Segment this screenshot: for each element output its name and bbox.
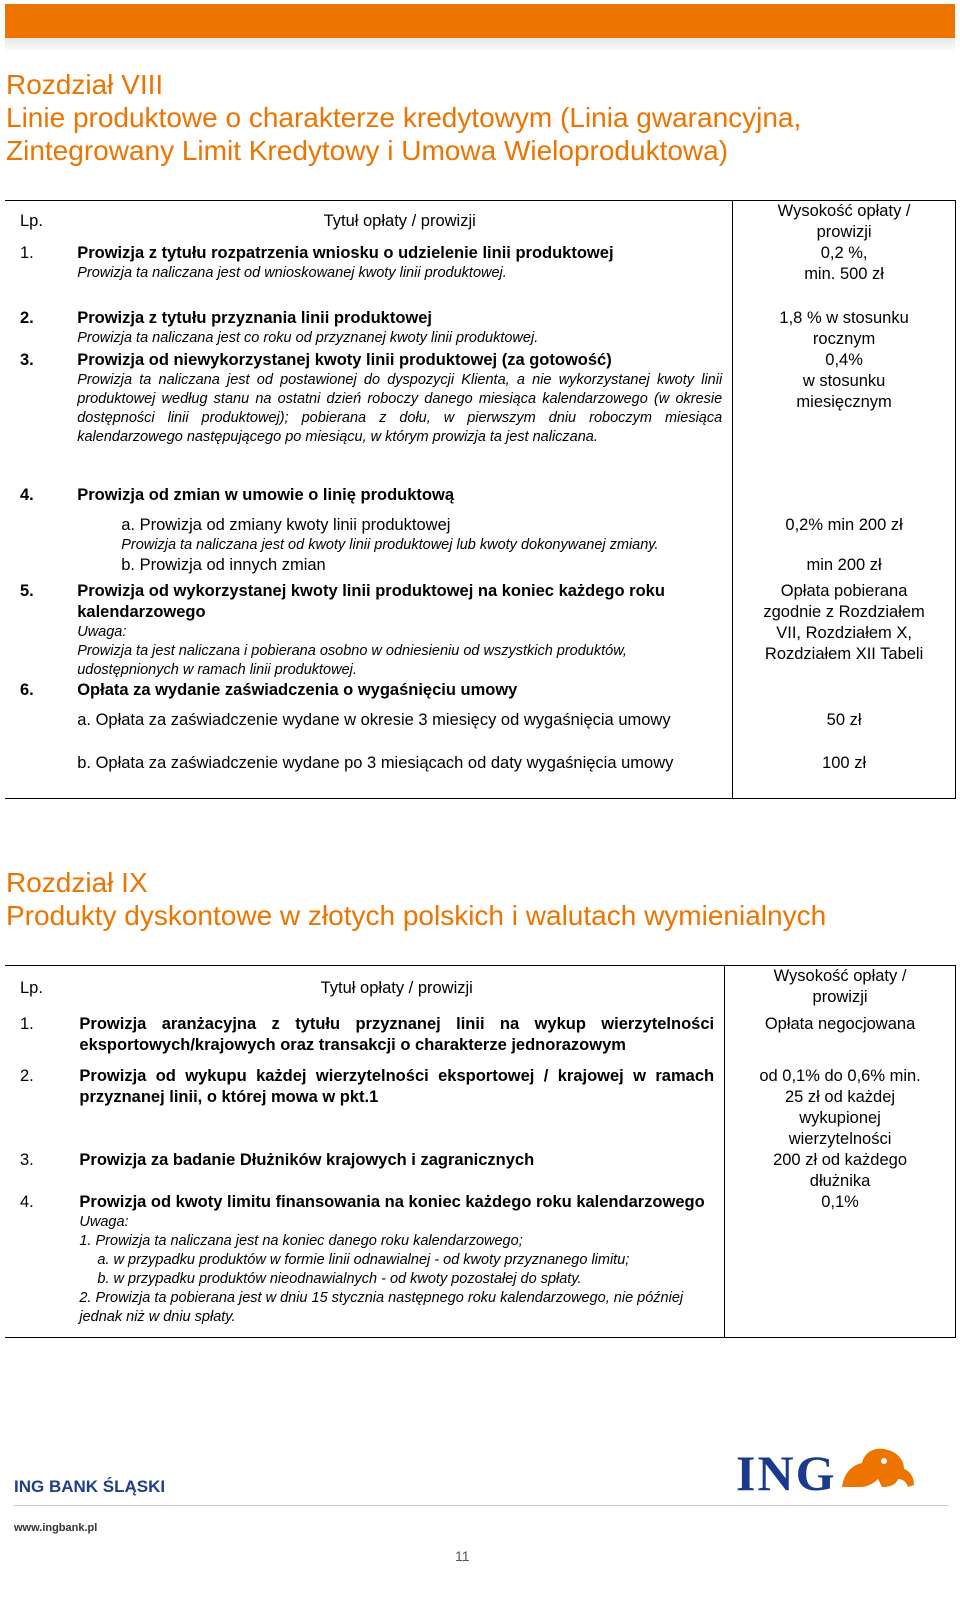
chapter-8-subtitle-1: Linie produktowe o charakterze kredytowym (Linia gwarancyjna, [6,102,802,133]
row-lp: 5. [20,582,34,600]
row-amount [733,350,956,475]
subrow-a-title: a. Opłata za zaświadczenie wydane w okresie 3 miesięcy od wygaśnięcia umowy [77,711,671,729]
subrow-b-amount: 100 zł [733,753,956,799]
subrow-a-amount: 0,2% min 200 zł [733,515,956,555]
ing-logo-text: ING [736,1445,837,1501]
table-row [5,475,956,515]
subrow-a-title: a. Prowizja od zmiany kwoty linii produktowej [121,516,451,534]
row-title: Prowizja od niewykorzystanej kwoty linii produktowej (za gotowość) [77,351,612,369]
table-row [5,680,956,710]
row-amount-line2: w stosunku [802,372,886,390]
row-title: Prowizja od kwoty limitu finansowania na koniec każdego roku kalendarzowego [79,1193,705,1211]
row-lp: 2. [20,1067,34,1085]
row-amount [725,1150,956,1192]
row-note-1b: b. w przypadku produktów nieodnawialnych - od kwoty pozostałej do spłaty. [97,1271,582,1287]
top-gradient-strip [5,38,955,50]
row-amount-line1: 0,2 %, [820,244,868,262]
table-row [5,581,956,680]
row-lp-empty [5,710,77,753]
page-number: 11 [455,1548,470,1564]
row-title: Prowizja od zmian w umowie o linię produktową [77,486,455,504]
subrow-a-amount: 50 zł [733,710,956,753]
chapter-9-fee-table [5,965,956,1338]
col-amount-header-line2: prowizji [812,988,868,1006]
row-title-cell [77,350,732,475]
table-row [5,1192,956,1338]
row-amount [725,1066,956,1150]
row-title: Opłata za wydanie zaświadczenia o wygaśnięciu umowy [77,681,518,699]
row-lp: 3. [20,351,34,369]
row-title-cell [79,1192,724,1338]
table-row [5,308,956,350]
row-lp-empty [5,753,77,799]
row-note: Prowizja ta jest naliczana i pobierana osobno w odniesieniu od wszystkich produktów, udostępnionych w ramach linii produktowej. [77,643,627,678]
row-lp: 3. [20,1151,34,1169]
col-amount-header-line2: prowizji [816,223,872,241]
row-amount-empty [733,475,956,515]
row-amount-line2: min. 500 zł [804,265,884,283]
subrow-a-cell [77,515,732,555]
row-title: Prowizja z tytułu przyznania linii produktowej [77,309,433,327]
table-subrow [5,515,956,555]
row-lp: 6. [20,681,34,699]
ing-lion-icon [838,1443,918,1491]
row-amount [733,243,956,308]
row-amount-line2: rocznym [812,330,876,348]
row-title-cell [77,581,732,680]
table-header-row [5,201,956,244]
row-note-2: 2. Prowizja ta pobierana jest w dniu 15 stycznia następnego roku kalendarzowego, nie później jednak niż w dniu spłaty. [79,1290,684,1325]
chapter-9-title: Rozdział IX [6,867,148,898]
table-subrow [5,555,956,581]
row-amount-line2: zgodnie z Rozdziałem [763,603,925,621]
table-subrow [5,753,956,799]
row-lp-empty [5,515,77,555]
row-lp: 1. [20,1015,34,1033]
row-lp: 1. [20,244,34,262]
chapter-8-title: Rozdział VIII [6,69,164,100]
row-lp: 4. [5,1192,79,1338]
row-amount-line3: miesięcznym [796,393,892,411]
row-title-cell [77,243,732,308]
chapter-8-heading [6,68,801,167]
chapter-9-subtitle: Produkty dyskontowe w złotych polskich i walutach wymienialnych [6,900,827,931]
col-amount-header-line1: Wysokość opłaty / [777,202,911,220]
row-amount-line1: 0,4% [825,351,863,369]
row-note-1: 1. Prowizja ta naliczana jest na koniec danego roku kalendarzowego; [79,1233,523,1249]
table-row [5,1014,956,1066]
row-amount-line4: wierzytelności [788,1130,892,1148]
row-amount-line2: 25 zł od każdej [785,1088,896,1106]
row-title: Prowizja od wykupu każdej wierzytelności eksportowej / krajowej w ramach przyznanej linii, o której mowa w pkt.1 [79,1067,715,1106]
table-header-row [5,966,956,1015]
subrow-a-note: Prowizja ta naliczana jest od kwoty linii produktowej lub kwoty dokonywanej zmiany. [121,537,659,553]
row-amount-line2: dłużnika [809,1172,871,1190]
row-amount [733,581,956,680]
subrow-b-amount: min 200 zł [733,555,956,581]
row-note: Prowizja ta naliczana jest od wnioskowanej kwoty linii produktowej. [77,265,507,281]
col-amount-header-line1: Wysokość opłaty / [773,967,907,985]
row-amount-line1: Opłata pobierana [780,582,908,600]
col-amount-header [733,201,956,244]
table-row [5,1066,956,1150]
subrow-b-title: b. Prowizja od innych zmian [121,556,326,574]
row-amount [733,308,956,350]
row-lp: 4. [20,486,34,504]
row-amount-line1: 200 zł od każdego [773,1151,908,1169]
row-lp: 2. [20,309,34,327]
row-amount-line4: Rozdziałem XII Tabeli [764,645,924,663]
row-title-cell [77,308,732,350]
row-amount-line1: 1,8 % w stosunku [779,309,909,327]
row-amount-line3: wykupionej [799,1109,881,1127]
bank-name: ING BANK ŚLĄSKI [14,1477,166,1496]
table-row [5,243,956,308]
chapter-8-fee-table [5,200,956,799]
col-lp-header: Lp. [5,201,77,244]
row-title: Prowizja z tytułu rozpatrzenia wniosku o udzielenie linii produktowej [77,244,614,262]
bank-url-link[interactable]: www.ingbank.pl [14,1522,98,1534]
table-row [5,1150,956,1192]
col-amount-header [725,966,956,1015]
subrow-b-title: b. Opłata za zaświadczenie wydane po 3 miesiącach od daty wygaśnięcia umowy [77,753,732,799]
table-row [5,350,956,475]
row-lp-empty [5,555,77,581]
top-orange-bar [5,4,955,38]
col-lp-header: Lp. [5,966,79,1015]
row-note-1a: a. w przypadku produktów w formie linii odnawialnej - od kwoty przyznanego limitu; [97,1252,630,1268]
col-title-header: Tytuł opłaty / prowizji [79,966,724,1015]
row-note: Prowizja ta naliczana jest od postawionej do dyspozycji Klienta, a nie wykorzystanej kwoty linii produktowej według stanu na ostatni dzień roboczy danego miesiąca kalendarzowego (w okresie dostępności linii produktowej); pobierana z dołu, w pierwszym dniu roboczym miesiąca kalendarzowego następującego po miesiącu, w którym prowizja ta jest naliczana. [77,372,723,445]
row-title: Prowizja za badanie Dłużników krajowych i zagranicznych [79,1151,535,1169]
row-amount-line1: od 0,1% do 0,6% min. [759,1067,921,1085]
row-title: Prowizja od wykorzystanej kwoty linii produktowej na koniec każdego roku kalendarzowego [77,582,665,621]
row-uwaga: Uwaga: [79,1214,129,1230]
row-note: Prowizja ta naliczana jest co roku od przyznanej kwoty linii produktowej. [77,330,539,346]
footer-divider [14,1505,949,1506]
table-subrow [5,710,956,753]
row-uwaga: Uwaga: [77,624,127,640]
chapter-8-subtitle-2: Zintegrowany Limit Kredytowy i Umowa Wieloproduktowa) [6,135,729,166]
row-amount: 0,1% [725,1192,956,1338]
row-amount-line3: VII, Rozdziałem X, [776,624,912,642]
col-title-header: Tytuł opłaty / prowizji [77,201,732,244]
row-title: Prowizja aranżacyjna z tytułu przyznanej linii na wykup wierzytelności eksportowych/krajowych oraz transakcji o charakterze jednorazowym [79,1015,715,1054]
row-amount: Opłata negocjowana [725,1014,956,1066]
row-amount-empty [733,680,956,710]
chapter-9-heading [6,866,826,932]
